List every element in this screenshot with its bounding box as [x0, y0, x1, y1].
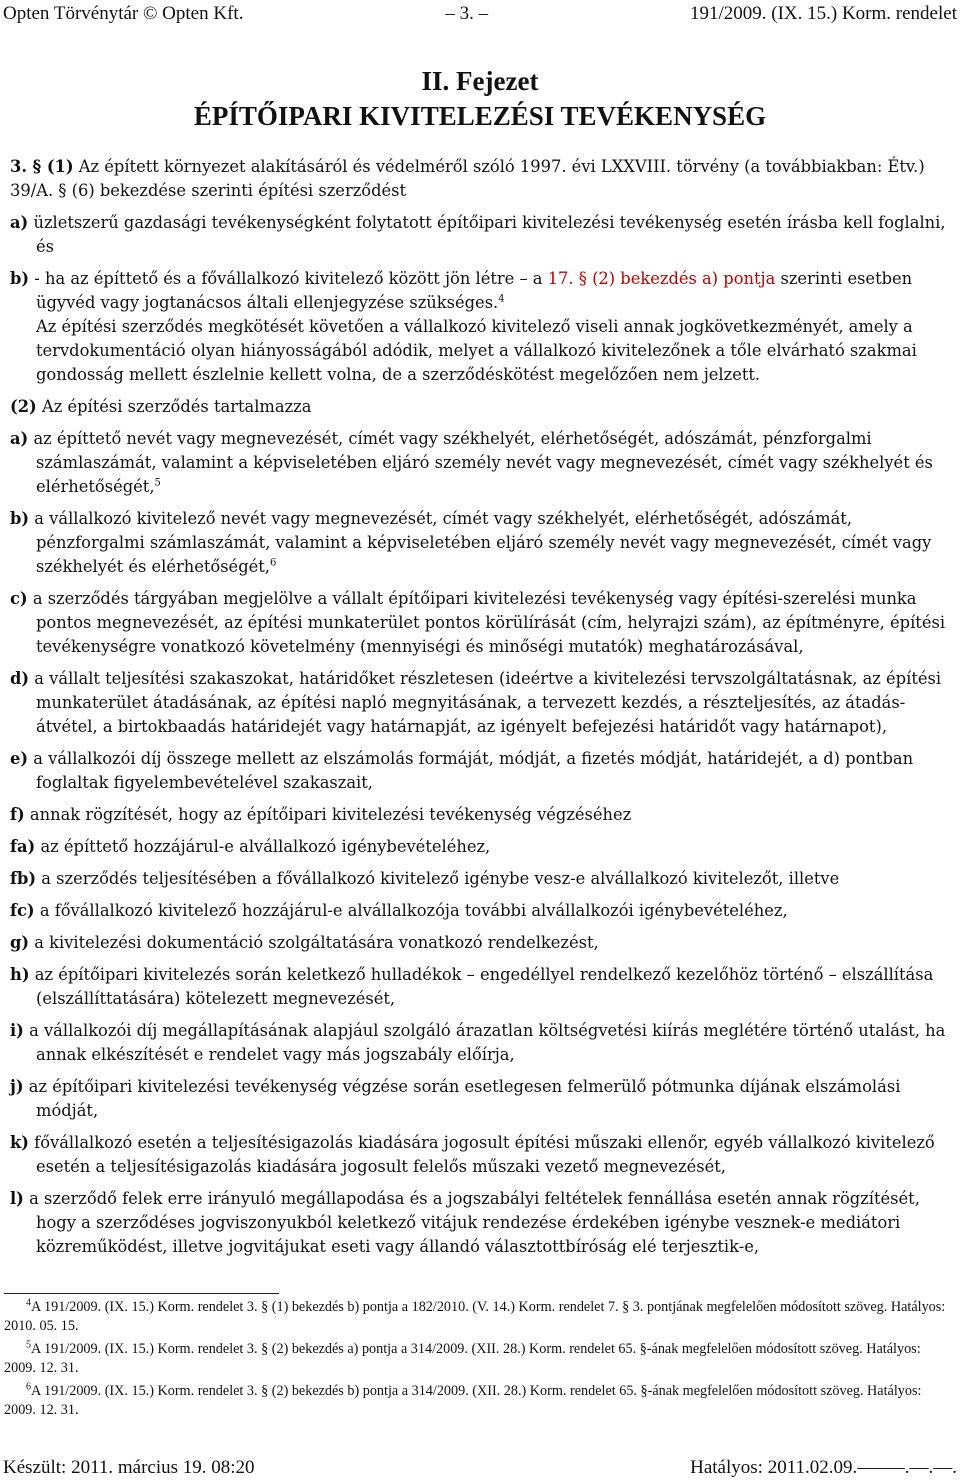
item-label: i): [10, 1021, 24, 1040]
section-3: [10, 155, 955, 1267]
item-text: a vállalkozó kivitelező nevét vagy megnevezését, címét vagy székhelyét, elérhetőségét, adószámát, pénzforgalmi számlaszámát, valamint a képviseletében eljáró személy nevét vagy megnevezését, címét vagy székhelyét és elérhetőségét,: [34, 509, 932, 576]
section-label: 3. § (1): [10, 157, 74, 176]
section-3-lead: 3. § (1) Az épített környezet alakításáról és védelméről szóló 1997. évi LXXVIII. törvény (a továbbiakban: Étv.) 39/A. § (6) bekezdése szerinti építési szerződést: [10, 157, 925, 200]
item-text: a vállalkozói díj összege mellett az elszámolás formáját, módját, a fizetés módját, határidejét, a d) pontban foglaltak figyelembevételével szakaszait,: [33, 749, 914, 792]
list-item: [10, 507, 955, 579]
chapter-number: II. Fejezet: [421, 66, 539, 96]
footnote-number: 5: [26, 1339, 31, 1351]
footer-right: Hatályos: 2011.02.09.–––––.––.––.: [690, 1457, 957, 1478]
footnote-rule: [4, 1293, 279, 1294]
item-text: az építőipari kivitelezési tevékenység végzése során esetlegesen felmerülő pótmunka díjának elszámolási módját,: [28, 1077, 901, 1120]
item-text: a szerződés tárgyában megjelölve a vállalt építőipari kivitelezési tevékenység vagy építési-szerelési munka pontos megnevezését, az építési munkaterület pontos körülírását (cím, helyrajzi szám), az építményre, építési tevékenységre vonatkozó követelmény (mennyiségi és minőségi mutatók) meghatározásával,: [32, 589, 946, 656]
list-item: [10, 1187, 955, 1259]
item-label: f): [10, 805, 25, 824]
item-label: d): [10, 669, 30, 688]
list-item: [10, 1075, 955, 1123]
footnote-text: A 191/2009. (IX. 15.) Korm. rendelet 3. § (1) bekezdés b) pontja a 182/2010. (V. 14.) Korm. rendelet 7. § 3. pontjának megfelelően módosított szöveg. Hatályos: 2010. 05. 15.: [4, 1299, 946, 1334]
list-item: [10, 667, 955, 739]
footnote-number: 4: [26, 1297, 31, 1309]
footnotes: [4, 1298, 956, 1424]
footnote: [4, 1382, 956, 1420]
paragraph-2-lead: (2) Az építési szerződés tartalmazza: [10, 397, 312, 416]
list-item: [10, 803, 955, 827]
section-paragraph: Az építési szerződés megkötését követően a vállalkozó kivitelező viseli annak jogkövetkezményét, amely a tervdokumentáció olyan hiányosságából adódik, melyet a vállalkozó kivitelezőnek a tőle elvárható szakmai gondosság mellett észlelnie kellett volna, de a szerződéskötést megelőzően nem jelzett.: [36, 317, 917, 384]
item-label: fc): [10, 901, 35, 920]
item-text: a vállalt teljesítési szakaszokat, határidőket részletesen (ideértve a kivitelezési tervszolgáltatásnak, az építési munkaterület átadásának, az építési napló megnyitásának, a tervezett kezdés, a részteljesítés, az átadás-átvétel, a birtokbaadás határidejét vagy határnapját, az igényelt befejezési határidőt vagy határnapot),: [34, 669, 942, 736]
item-text: a vállalkozói díj megállapításának alapjául szolgáló árazatlan költségvetési kiírás meglétére történő utalást, ha annak elkészítését e rendelet vagy más jogszabály előírja,: [29, 1021, 946, 1064]
footnote-ref[interactable]: 6: [269, 557, 277, 569]
item-text: a szerződő felek erre irányuló megállapodása és a jogszabályi feltételek fennállása esetén annak rögzítését, hogy a szerződéses jogviszonyukból keletkező vitájuk rendezése érdekében igénybe vesznek-e mediátori közreműködést, illetve jogvitájukat eseti vagy állandó választottbíróság elé terjesztik-e,: [29, 1189, 920, 1256]
item-label: h): [10, 965, 30, 984]
item-label: g): [10, 933, 30, 952]
header-center: – 3. –: [445, 3, 489, 24]
footnote-ref[interactable]: 5: [154, 477, 161, 489]
list-item: [10, 587, 955, 659]
item-text: a szerződés teljesítésében a fővállalkozó kivitelező igénybe vesz-e alvállalkozó kivitelezőt, illetve: [41, 869, 840, 888]
page-header: [3, 3, 957, 25]
item-label: j): [10, 1077, 24, 1096]
footnote-text: A 191/2009. (IX. 15.) Korm. rendelet 3. § (2) bekezdés b) pontja a 314/2009. (XII. 28.) Korm. rendelet 65. §-ának megfelelően módosított szöveg. Hatályos: 2009. 12. 31.: [4, 1383, 922, 1418]
footnote-ref-4[interactable]: 4: [498, 293, 505, 305]
item-label: c): [10, 589, 28, 608]
list-item: [10, 867, 955, 891]
item-text: az építtető nevét vagy megnevezését, címét vagy székhelyét, elérhetőségét, adószámát, pénzforgalmi számlaszámát, valamint a képviseletében eljáró személy nevét vagy megnevezését, címét vagy székhelyét és elérhetőségét,: [33, 429, 933, 496]
header-right: 191/2009. (IX. 15.) Korm. rendelet: [689, 3, 957, 24]
point-b: b) - ha az építtető és a fővállalkozó kivitelező között jön létre – a 17. § (2) bekezdés a) pontja szerinti esetben ügyvéd vagy jogtanácsos általi ellenjegyzése szükséges.$^4$: [10, 269, 913, 312]
footer-left: Készült: 2011. március 19. 08:20: [3, 1457, 255, 1478]
item-label: e): [10, 749, 29, 768]
list-item: [10, 427, 955, 499]
item-label: l): [10, 1189, 24, 1208]
list-item: [10, 1131, 955, 1179]
header-left: Opten Törvénytár © Opten Kft.: [3, 3, 244, 24]
item-text: annak rögzítését, hogy az építőipari kivitelezési tevékenység végzéséhez: [29, 805, 632, 824]
list-item: [10, 1019, 955, 1067]
list-item: [10, 835, 955, 859]
list-item: [10, 747, 955, 795]
list-item: [10, 899, 955, 923]
footnote: [4, 1298, 956, 1336]
item-text: a fővállalkozó kivitelező hozzájárul-e alvállalkozója további alvállalkozói igénybevételéhez,: [39, 901, 788, 920]
list-item: [10, 963, 955, 1011]
item-label: k): [10, 1133, 29, 1152]
item-label: fb): [10, 869, 37, 888]
item-label: b): [10, 509, 30, 528]
point-a: a) üzletszerű gazdasági tevékenységként folytatott építőipari kivitelezési tevékenység esetén írásba kell foglalni, és: [10, 213, 946, 256]
footnote-number: 6: [26, 1381, 31, 1393]
footnote-text: A 191/2009. (IX. 15.) Korm. rendelet 3. § (2) bekezdés a) pontja a 314/2009. (XII. 28.) Korm. rendelet 65. §-ának megfelelően módosított szöveg. Hatályos: 2009. 12. 31.: [4, 1341, 921, 1376]
item-label: fa): [10, 837, 36, 856]
footnote: [4, 1340, 956, 1378]
page-footer: [3, 1457, 957, 1479]
item-text: fővállalkozó esetén a teljesítésigazolás kiadására jogosult építési műszaki ellenőr, egyéb vállalkozó kivitelező esetén a teljesítésigazolás kiadására jogosult felelős műszaki vezető megnevezését,: [34, 1133, 935, 1176]
cross-reference-link[interactable]: 17. § (2) bekezdés a) pontja: [547, 269, 776, 288]
list-item: [10, 931, 955, 955]
item-label: a): [10, 429, 29, 448]
item-text: az építtető hozzájárul-e alvállalkozó igénybevételéhez,: [40, 837, 491, 856]
item-list: [10, 427, 955, 1259]
item-text: a kivitelezési dokumentáció szolgáltatására vonatkozó rendelkezést,: [34, 933, 599, 952]
chapter-title: ÉPÍTŐIPARI KIVITELEZÉSI TEVÉKENYSÉG: [193, 101, 767, 131]
item-text: az építőipari kivitelezés során keletkező hulladékok – engedéllyel rendelkező kezelőhöz történő – elszállítása (elszállíttatására) kötelezett megnevezését,: [34, 965, 934, 1008]
